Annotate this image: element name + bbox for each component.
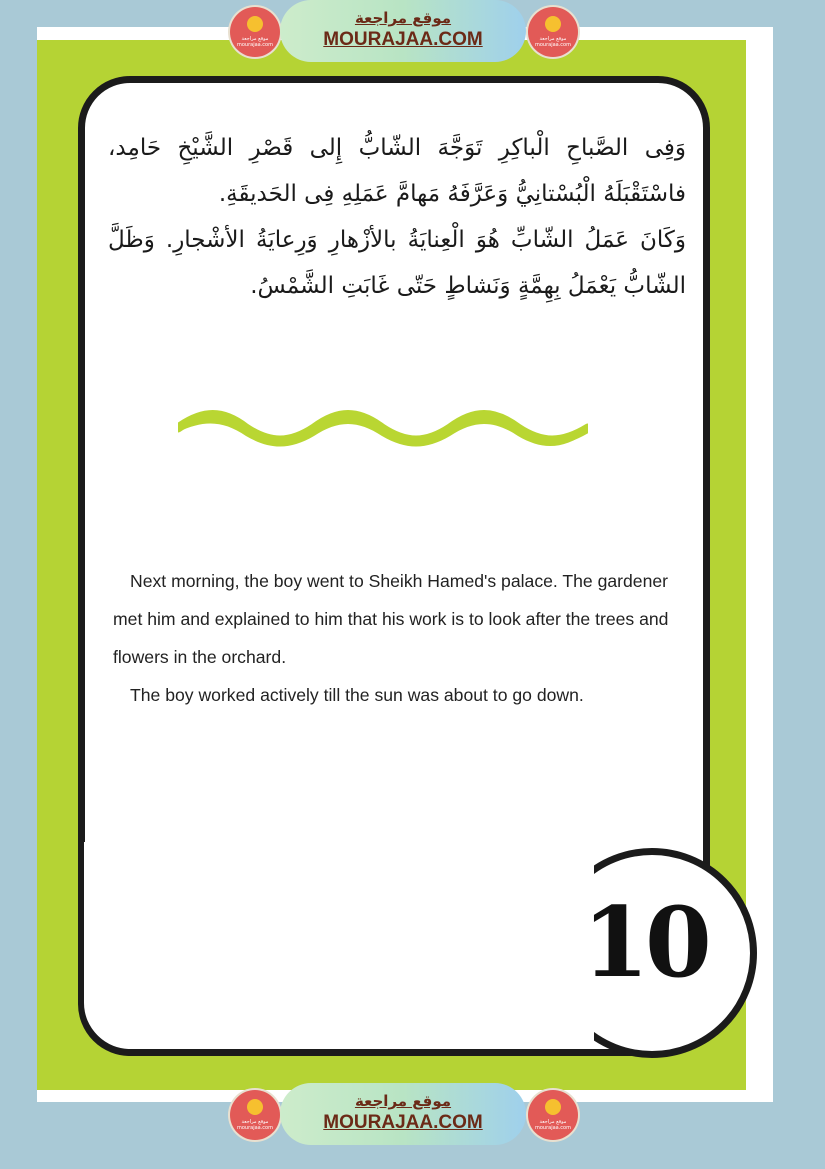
site-url-label: MOURAJAA.COM [323,1112,483,1133]
site-banner-bottom[interactable] [230,1083,578,1145]
site-url-label: MOURAJAA.COM [323,29,483,50]
site-logo-badge-icon [230,7,280,57]
site-banner-top[interactable] [230,0,578,62]
arabic-text [108,125,686,309]
badge-caption: موقع مراجعة mourajaa.com [236,1119,273,1131]
english-paragraph-1: Next morning, the boy went to Sheikh Hamed's palace. The gardener met him and explained to him that his work is to look after the trees and flowers in the orchard. [113,571,669,667]
site-link[interactable] [280,1083,526,1145]
site-link[interactable] [280,0,526,62]
arabic-paragraph-2: وَكَانَ عَمَلُ الشّابِّ هُوَ الْعِنايَةُ بالأزْهارِ وَرِعايَةُ الأشْجارِ. وَظَلَّ الشّابُّ يَعْمَلُ بِهِمَّةٍ وَنَشاطٍ حَتّى غَابَتِ الشَّمْسُ. [108,227,686,299]
site-logo-badge-icon [230,1090,280,1140]
site-arabic-label: موقع مراجعة [354,1092,452,1110]
site-arabic-label: موقع مراجعة [354,9,452,27]
site-logo-badge-icon [528,7,578,57]
page-number: 10 [582,886,708,999]
site-logo-badge-icon [528,1090,578,1140]
english-text [113,562,673,714]
wave-divider [178,408,588,452]
arabic-paragraph-1: وَفِى الصَّباحِ الْباكِرِ تَوَجَّهَ الشّابُّ إِلى قَصْرِ الشَّيْخِ حَامِد، فاسْتَقْبَلَهُ الْبُسْتانِيُّ وَعَرَّفَهُ مَهامَّ عَمَلِهِ فِى الحَديقَةِ. [108,135,686,207]
badge-caption: موقع مراجعة mourajaa.com [534,36,571,48]
badge-caption: موقع مراجعة mourajaa.com [534,1119,571,1131]
badge-caption: موقع مراجعة mourajaa.com [236,36,273,48]
english-paragraph-2: The boy worked actively till the sun was about to go down. [130,685,584,705]
card-corner-cover [84,842,594,1048]
